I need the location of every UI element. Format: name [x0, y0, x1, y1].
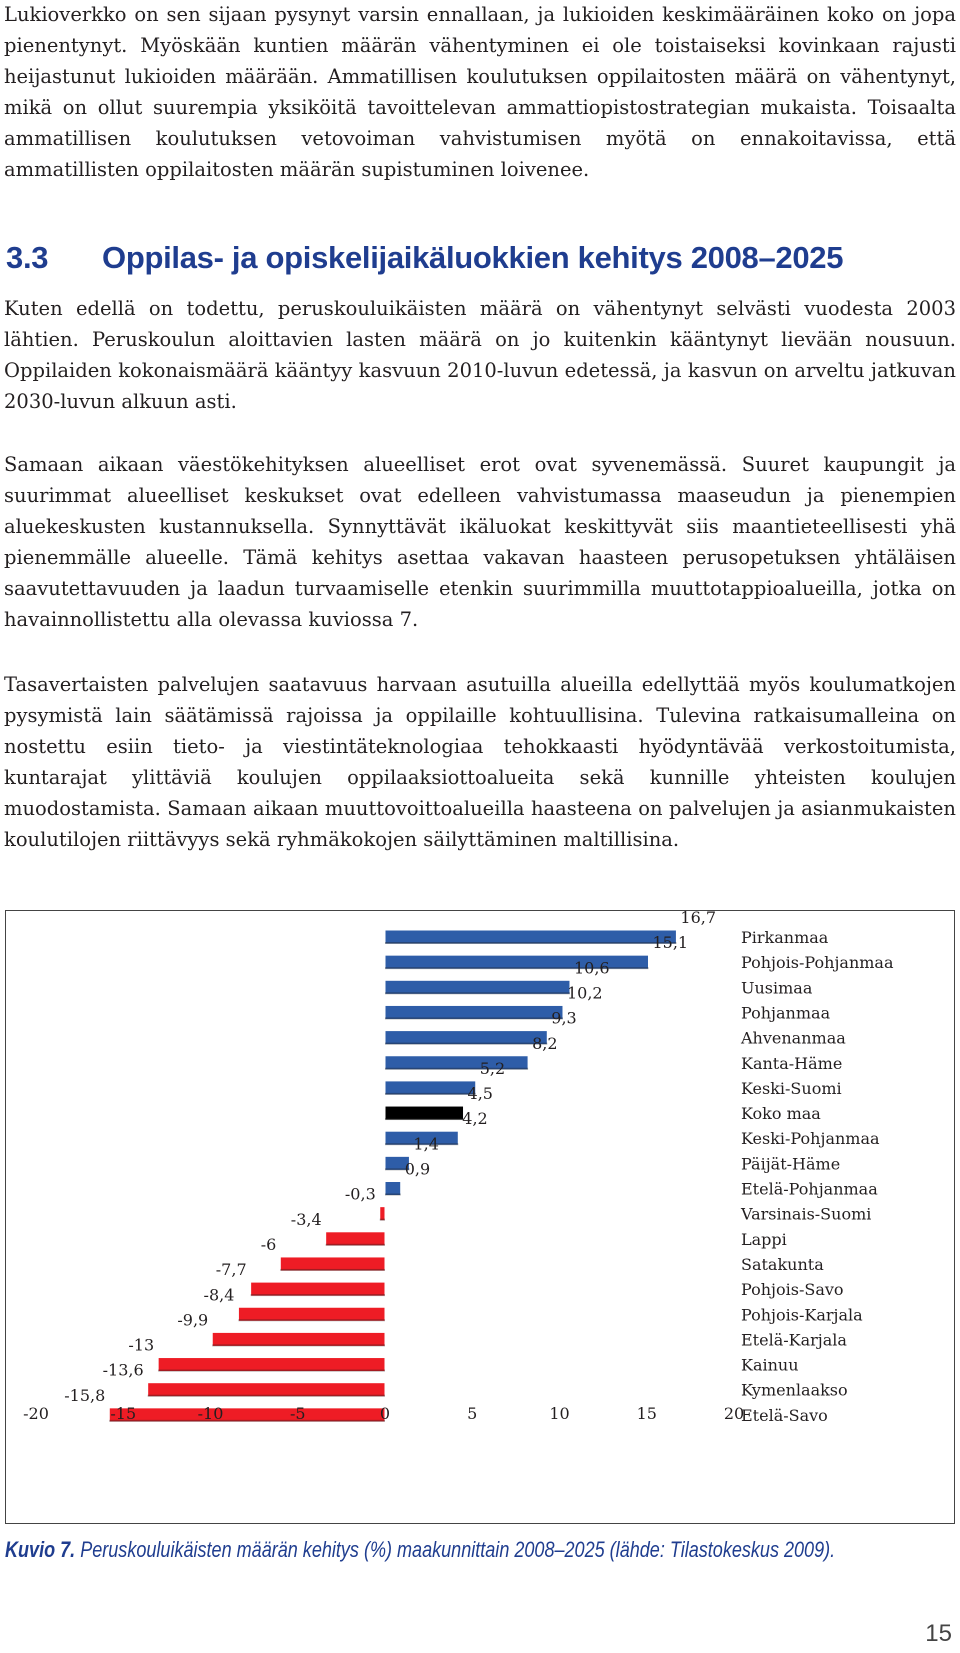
value-label: -9,9 — [177, 1310, 209, 1330]
category-label: Ahvenanmaa — [741, 1028, 846, 1048]
value-label: 16,7 — [680, 911, 717, 927]
figure-caption — [5, 1537, 835, 1563]
category-label: Kanta-Häme — [741, 1053, 843, 1073]
intro-paragraph: Lukioverkko on sen sijaan pysynyt varsin ennallaan, ja lukioiden keskimääräinen koko on jopa pienentynyt. Myöskään kuntien määrän vähentyminen ei ole toistaiseksi kovinkaan rajusti heijastunut lukioiden määrään. Ammatillisen koulutuksen oppilaitosten määrä on vähentynyt, mikä on ollut suurempia yksiköitä tavoittelevan ammattiopistostrategian mukaista. Toisaalta ammatillisen koulutuksen vetovoiman vahvistumisen myötä on ennakoitavissa, että ammatillisten oppilaitosten määrän supistuminen loivenee. — [4, 3, 956, 181]
x-tick-label: 5 — [467, 1404, 478, 1423]
bar-chart — [6, 911, 954, 1523]
bar-pirkanmaa — [385, 930, 676, 944]
bar-shade — [385, 1194, 401, 1196]
bar-pohjois-karjala — [238, 1307, 385, 1321]
page-number: 15 — [925, 1620, 952, 1647]
x-tick-label: 15 — [636, 1404, 657, 1423]
category-label: Lappi — [741, 1229, 787, 1249]
category-label: Pirkanmaa — [741, 928, 829, 947]
bar-etelä-karjala — [212, 1332, 385, 1346]
body-paragraph-3: Tasavertaisten palvelujen saatavuus harvaan asutuilla alueilla edellyttää myös koulumatkojen pysymistä lain säätämissä rajoissa ja oppilaille kohtuullisina. Tulevina ratkaisumalleina on nostettu esiin tieto- ja viestintäteknologiaa tehokkaasti hyödyntävää verkostoitumista, kuntarajat ylittäviä koulujen oppilaaksiottoalueita sekä kunnille yhteisten koulujen muodostamista. Samaan aikaan muuttovoittoalueilla haasteena on palvelujen ja asianmukaisten koulutilojen riittävyys sekä ryhmäkokojen säilyttäminen maltillisina. — [4, 673, 956, 851]
bar-pohjois-savo — [251, 1282, 385, 1296]
value-label: 0,9 — [404, 1159, 431, 1179]
bar-shade — [158, 1370, 385, 1372]
bar-lappi — [326, 1232, 385, 1246]
bar-shade — [385, 1118, 464, 1120]
value-label: -6 — [260, 1234, 277, 1254]
value-label: 10,2 — [566, 983, 603, 1003]
bar-ahvenanmaa — [385, 1031, 547, 1045]
x-tick-label: -20 — [23, 1404, 49, 1423]
value-label: 10,6 — [573, 958, 610, 978]
x-tick-label: -5 — [289, 1404, 306, 1423]
bar-keski-suomi — [385, 1081, 476, 1095]
category-label: Pohjois-Savo — [741, 1280, 844, 1300]
category-label: Päijät-Häme — [741, 1154, 841, 1174]
value-label: -7,7 — [215, 1260, 247, 1280]
bar-shade — [148, 1395, 385, 1397]
caption-text: Peruskouluikäisten määrän kehitys (%) maakunnittain 2008–2025 (lähde: Tilastokeskus 2009). — [80, 1537, 836, 1562]
section-number: 3.3 — [6, 240, 49, 275]
value-label: 9,3 — [551, 1008, 577, 1028]
bar-kainuu — [158, 1358, 385, 1372]
value-label: 1,4 — [413, 1134, 439, 1154]
body-paragraph-1: Kuten edellä on todettu, peruskouluikäisten määrä on vähentynyt selvästi vuodesta 2003 lähtien. Peruskoulun aloittavien lasten määrä on jo kuitenkin kääntynyt lievään nousuun. Oppilaiden kokonaismäärä kääntyy kasvuun 2010-luvun edetessä, ja kasvun on arveltu jatkuvan 2030-luvun alkuun asti. — [4, 297, 956, 413]
section-title: Oppilas- ja opiskelijaikäluokkien kehitys 2008–2025 — [102, 240, 844, 275]
body-paragraph-2: Samaan aikaan väestökehityksen alueelliset erot ovat syvenemässä. Suuret kaupungit ja suurimmat alueelliset keskukset ovat edelleen vahvistumassa maaseudun ja pienempien aluekeskusten kustannuksella. Synnyttävät ikäluokat keskittyvät siis maantieteellisesti yhä pienemmälle alueelle. Tämä kehitys asettaa vakavan haasteen perusopetuksen yhtäläisen saavutettavuuden ja laadun turvaamiselle etenkin suurimmilla muuttotappioalueilla, jotka on havainnollistettu alla olevassa kuviossa 7. — [4, 453, 956, 631]
bar-shade — [385, 1043, 547, 1045]
category-label: Etelä-Pohjanmaa — [741, 1179, 878, 1199]
bar-shade — [380, 1219, 385, 1221]
x-tick-label: 10 — [549, 1404, 570, 1423]
caption-label: Kuvio 7. — [5, 1537, 76, 1562]
category-label: Etelä-Savo — [741, 1405, 828, 1425]
category-label: Keski-Suomi — [741, 1078, 842, 1098]
x-tick-label: 0 — [379, 1404, 391, 1423]
bar-satakunta — [280, 1257, 385, 1271]
value-label: -8,4 — [203, 1285, 235, 1305]
figure-7-chart — [5, 910, 955, 1524]
value-label: 8,2 — [532, 1033, 558, 1053]
value-label: 4,5 — [467, 1084, 493, 1104]
bar-shade — [109, 1420, 385, 1422]
bar-kanta-häme — [385, 1056, 528, 1070]
bar-uusimaa — [385, 980, 570, 994]
category-label: Kainuu — [741, 1355, 799, 1375]
bar-pohjanmaa — [385, 1005, 563, 1019]
bar-etelä-savo — [109, 1408, 385, 1422]
category-label: Pohjois-Pohjanmaa — [741, 953, 894, 973]
bar-shade — [212, 1344, 385, 1346]
bar-etelä-pohjanmaa — [385, 1182, 401, 1196]
bar-shade — [385, 1068, 528, 1070]
category-label: Pohjois-Karjala — [741, 1305, 863, 1325]
value-label: 5,2 — [479, 1058, 506, 1078]
bar-varsinais-suomi — [380, 1207, 385, 1221]
category-label: Uusimaa — [741, 978, 813, 998]
bar-shade — [280, 1269, 385, 1271]
category-label: Varsinais-Suomi — [741, 1204, 872, 1224]
x-tick-label: 20 — [723, 1404, 745, 1423]
value-label: -3,4 — [290, 1209, 322, 1229]
bar-shade — [385, 1017, 563, 1019]
bar-shade — [251, 1294, 385, 1296]
value-label: -13 — [128, 1335, 155, 1355]
bar-shade — [385, 992, 570, 994]
value-label: -0,3 — [344, 1184, 376, 1204]
bar-shade — [385, 942, 676, 944]
bar-shade — [238, 1319, 385, 1321]
category-label: Satakunta — [741, 1254, 824, 1274]
x-tick-label: -15 — [110, 1404, 137, 1423]
section-heading — [6, 240, 843, 276]
value-label: -15,8 — [64, 1385, 106, 1405]
category-label: Etelä-Karjala — [741, 1330, 847, 1350]
value-label: 4,2 — [462, 1109, 488, 1129]
x-tick-label: -10 — [197, 1404, 224, 1423]
bar-koko-maa — [385, 1106, 464, 1120]
value-label: 15,1 — [652, 933, 689, 953]
category-label: Kymenlaakso — [741, 1380, 848, 1400]
category-label: Pohjanmaa — [741, 1003, 831, 1023]
bar-shade — [326, 1244, 385, 1246]
bar-kymenlaakso — [148, 1383, 385, 1397]
value-label: -13,6 — [102, 1360, 144, 1380]
category-label: Keski-Pohjanmaa — [741, 1129, 880, 1149]
bar-shade — [385, 1093, 476, 1095]
category-label: Koko maa — [741, 1104, 821, 1124]
